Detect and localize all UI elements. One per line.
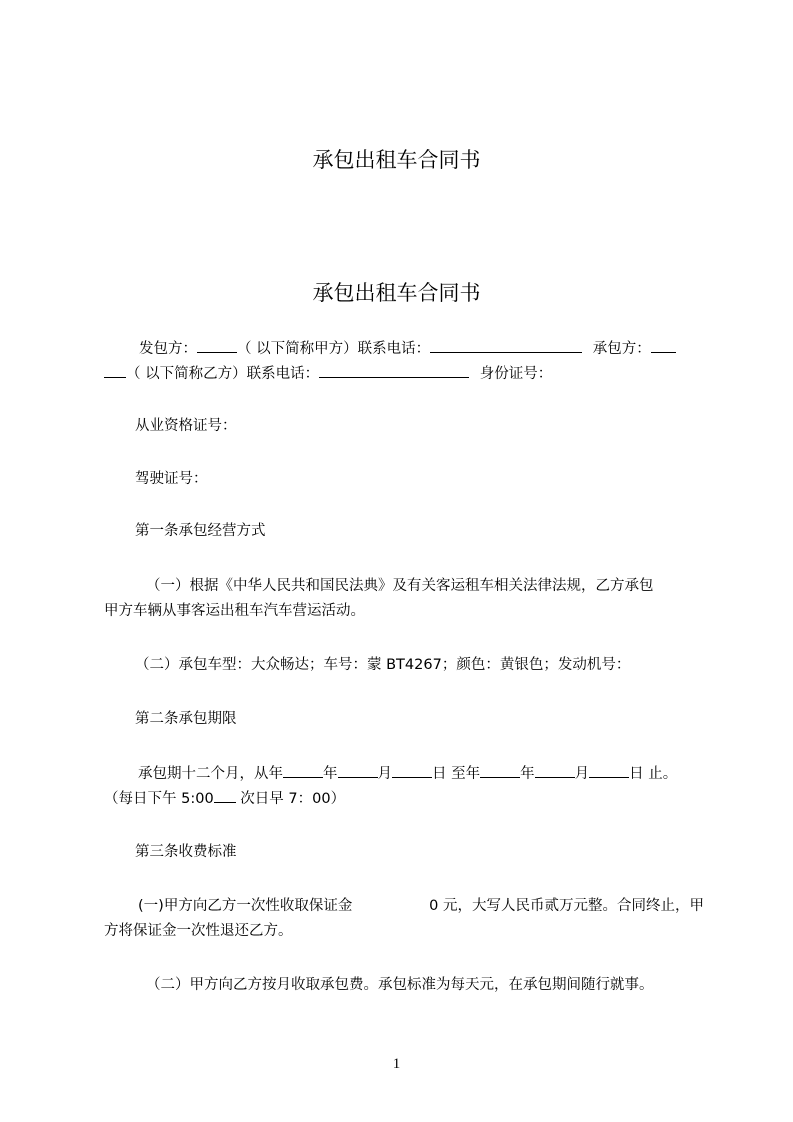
end-month-blank: [535, 763, 575, 778]
party-a-phone-blank: [430, 338, 582, 353]
deposit-text-a: (一)甲方向乙方一次性收取保证金: [138, 898, 353, 914]
article1-p1-line1: [146, 576, 703, 596]
term-month-label: 月: [377, 766, 392, 782]
end-year-blank: [480, 763, 520, 778]
term-end-month-label: 月: [574, 766, 590, 782]
issuer-label: 发包方：: [139, 341, 197, 357]
time-end-text: 次日早 7：00）: [235, 791, 346, 807]
header-title: 承包出租车合同书: [312, 148, 481, 172]
party-b-phone-blank: [319, 363, 469, 378]
issuer-blank: [197, 338, 237, 353]
article1-p1-text1: （一）根据《中华人民共和国民法典》及有关客运租车相关法律法规，乙方承包: [146, 578, 654, 594]
page-number: 1: [392, 1056, 401, 1072]
id-number-label: 身份证号：: [479, 366, 553, 382]
term-end-year-label: 年: [520, 766, 535, 782]
article2-time-line: [104, 788, 704, 809]
article1-p1-line2: 甲方车辆从事客运出租车汽车营运活动。: [104, 603, 365, 619]
document-title: 承包出租车合同书: [312, 281, 481, 305]
contractor-label: 承包方：: [592, 341, 651, 357]
deposit-text-b: 0 元，大写人民币贰万元整。合同终止，甲: [429, 898, 704, 914]
party-line-2: [104, 363, 704, 384]
party-a-phone-label: （ 以下简称甲方）联系电话：: [237, 341, 431, 357]
party-b-phone-label: （ 以下简称乙方）联系电话：: [126, 366, 320, 382]
article3-p1-line1: [138, 896, 704, 916]
article3-heading: 第三条收费标准: [135, 844, 237, 860]
start-month-blank: [338, 763, 378, 778]
article3-p1-line2: 方将保证金一次性退还乙方。: [104, 923, 293, 939]
start-year-blank: [283, 763, 323, 778]
term-to-text: 日 至年: [432, 766, 481, 782]
end-day-blank: [589, 763, 629, 778]
article1-p2: （二）承包车型：大众畅达；车号：蒙 BT4267；颜色：黄银色；发动机号：: [135, 657, 631, 673]
term-start-text: 承包期十二个月，从年: [138, 766, 283, 782]
license-label: 驾驶证号：: [135, 471, 208, 487]
article3-p2: （二）甲方向乙方按月收取承包费。承包标准为每天元，在承包期间随行就事。: [146, 977, 654, 993]
time-start-text: （每日下午 5:00: [104, 791, 214, 807]
time-blank: [214, 788, 236, 803]
start-day-blank: [392, 763, 432, 778]
term-end-text: 日 止。: [629, 766, 678, 782]
party-line-1: [139, 338, 704, 359]
contractor-blank: [651, 338, 676, 353]
contractor-blank-cont: [104, 363, 126, 378]
qualification-label: 从业资格证号：: [135, 418, 237, 434]
article1-heading: 第一条承包经营方式: [135, 523, 266, 539]
term-year-label: 年: [323, 766, 338, 782]
article2-heading: 第二条承包期限: [135, 711, 237, 727]
article2-term-line: [138, 763, 704, 784]
